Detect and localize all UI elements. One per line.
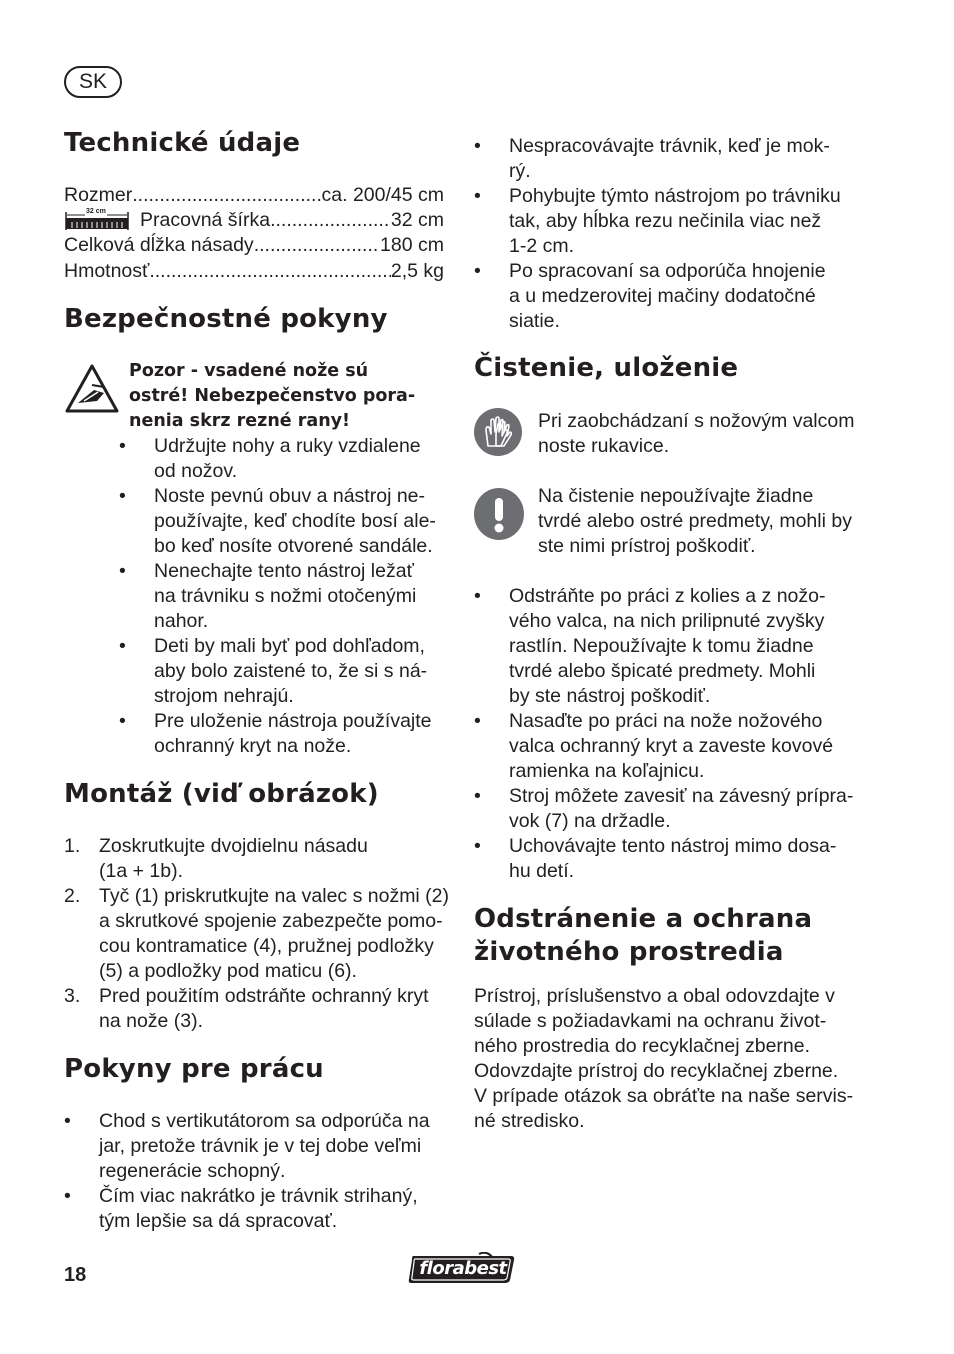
list-item: • Pohybujte týmto nástrojom po trávniku tak, aby hĺbka rezu nečinila viac než 1-2 cm. [474,184,869,259]
list-item: • Uchovávajte tento nástroj mimo dosa- hu detí. [474,834,869,884]
disposal-text: Prístroj, príslušenstvo a obal odovzdajte v súlade s požiadavkami na ochranu život- ného prostredia do recyklačnej zberne. Odovzdajte prístroj do recyklačnej zberne. V prípade otázok sa obráťte na naše servis- né stredisko. [474,985,854,1132]
spec-row-width [64,208,444,233]
warning-line: Pozor - vsadené nože sú [129,361,369,381]
spec-label: Rozmer [64,184,133,206]
disposal-heading: Odstránenie a ochrana životného prostredia [474,904,813,967]
blade-warning [129,359,449,434]
spec-label: Celková dĺžka násady [64,234,254,256]
list-item: 2. Tyč (1) priskrutkujte na valec s nožmi (2) a skrutkové spojenie zabezpečte pomo- cou kontramatice (4), pružnej podložky (5) a podložky pod maticu (6). [64,885,450,982]
spec-value: 2,5 kg [390,260,444,282]
technical-data-heading: Technické údaje [64,128,301,158]
safety-heading: Bezpečnostné pokyny [64,304,388,334]
list-item: • Nespracovávajte trávnik, keď je mok- rý. [474,134,869,184]
list-item: • Čím viac nakrátko je trávnik strihaný, tým lepšie sa dá spracovať. [64,1184,454,1234]
cut-hazard-warning-icon [64,363,120,415]
safety-list [119,434,454,759]
list-item: 3. Pred použitím odstráňte ochranný kryt na nože (3). [64,985,429,1032]
spec-label: Hmotnosť [64,260,150,282]
list-item: • Stroj môžete zavesiť na závesný prípra- vok (7) na držadle. [474,784,869,834]
list-item: • Odstráňte po práci z kolies a z nožo- vého valca, na nich prilipnuté zvyšky rastlín. Nepoužívajte k tomu žiadne tvrdé alebo špicaté predmety. Mohli by ste nástroj poškodiť. [474,584,869,709]
florabest-logo [407,1252,517,1286]
work-list [64,1109,454,1234]
list-item: • Deti by mali byť pod dohľadom, aby bolo zaistené to, že si s ná- strojom nehrajú. [119,634,454,709]
cleaning-list [474,584,869,884]
cutting-width-icon [64,210,130,232]
page-number: 18 [64,1264,87,1286]
spec-dots [149,259,391,284]
warning-line: nenia skrz rezné rany! [129,411,351,431]
list-item: • Nasaďte po práci na nože nožového valca ochranný kryt a zaveste kovové ramienka na koľajnicu. [474,709,869,784]
work-heading: Pokyny pre prácu [64,1054,324,1084]
spec-row-weight [64,259,444,284]
brand-text: florabest [419,1258,507,1279]
list-item: • Udržujte nohy a ruky vzdialene od nožov. [119,434,454,484]
spec-value: 180 cm [380,234,444,256]
language-badge: SK [64,66,122,98]
assembly-heading: Montáž (viď obrázok) [64,779,379,809]
gloves-icon [474,408,522,456]
cleaning-heading: Čistenie, uloženie [474,353,739,383]
list-item: 1. Zoskrutkujte dvojdielnu násadu (1a + 1b). [64,835,368,882]
list-item: • Nenechajte tento nástroj ležať na trávniku s nožmi otočenými nahor. [119,559,454,634]
list-item: • Po spracovaní sa odporúča hnojenie a u medzerovitej mačiny dodatočné siatie. [474,259,869,334]
spec-row-size [64,183,444,208]
assembly-list [64,834,454,1034]
caution-note: Na čistenie nepoužívajte žiadne tvrdé alebo ostré predmety, mohli by ste nimi prístroj poškodiť. [538,485,852,557]
spec-dots [270,208,391,233]
spec-label: Pracovná šírka [140,209,271,231]
list-item: • Noste pevnú obuv a nástroj ne- používajte, keď chodíte bosí ale- bo keď nosíte otvorené sandále. [119,484,454,559]
gloves-note: Pri zaobchádzaní s nožovým valcom noste rukavice. [538,410,855,457]
spec-row-handle-length [64,233,444,258]
work-list-continued [474,134,869,334]
list-item: • Chod s vertikutátorom sa odporúča na jar, pretože trávnik je v tej dobe veľmi regenerácie schopný. [64,1109,454,1184]
warning-line: ostré! Nebezpečenstvo pora- [129,386,416,406]
spec-value: 32 cm [390,209,444,231]
spec-value: ca. 200/45 cm [321,184,444,206]
spec-dots [254,233,380,258]
caution-icon [474,488,524,540]
list-item: • Pre uloženie nástroja používajte ochranný kryt na nože. [119,709,454,759]
cutting-width-icon-label: 32 cm [86,208,106,215]
spec-dots [132,183,321,208]
